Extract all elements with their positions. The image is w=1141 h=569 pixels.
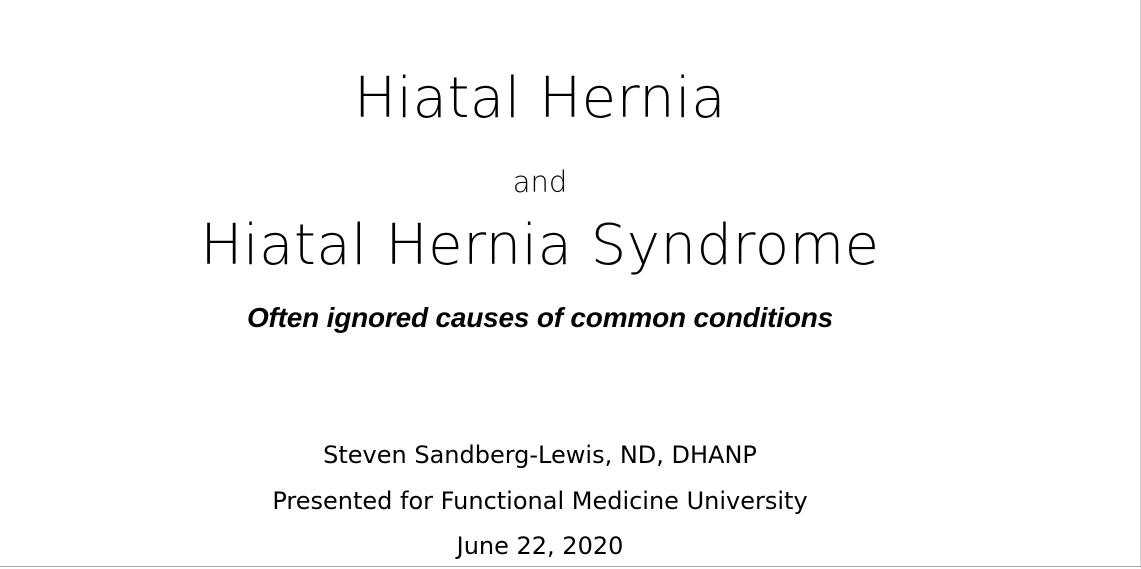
slide-title-connector: and bbox=[512, 165, 568, 199]
slide-title: Hiatal Hernia bbox=[353, 66, 727, 131]
slide-subtitle: Often ignored causes of common conditions bbox=[246, 302, 834, 333]
presentation-date: June 22, 2020 bbox=[456, 532, 624, 560]
event-line: Presented for Functional Medicine University bbox=[272, 487, 808, 515]
presenter-name: Steven Sandberg-Lewis, ND, DHANP bbox=[323, 441, 757, 469]
slide-title-secondary: Hiatal Hernia Syndrome bbox=[200, 213, 880, 278]
slide-bottom-border bbox=[0, 566, 1141, 567]
